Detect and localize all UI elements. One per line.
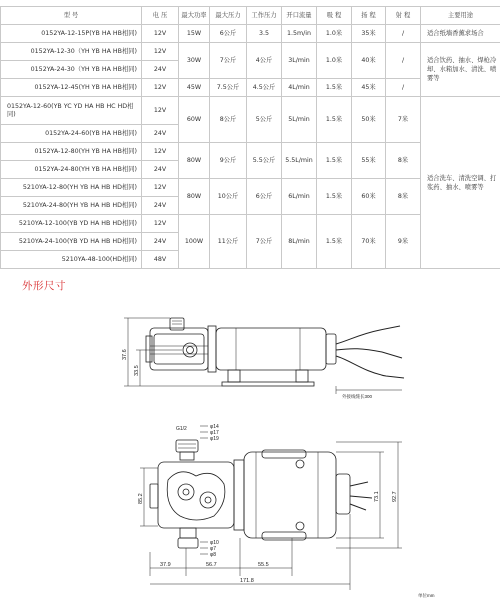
work-pressure-cell: 4公斤 — [247, 43, 282, 79]
voltage-cell: 12V — [142, 143, 179, 161]
dimension-drawing — [0, 290, 500, 604]
model-cell: 0152YA-12-15P(YB HA HB相同) — [1, 25, 142, 43]
voltage-cell: 12V — [142, 25, 179, 43]
power-cell: 45W — [179, 79, 210, 97]
voltage-cell: 24V — [142, 125, 179, 143]
suction-cell: 1.0米 — [317, 43, 352, 79]
suction-cell: 1.5米 — [317, 179, 352, 215]
max-pressure-cell: 11公斤 — [210, 215, 247, 269]
model-cell: 0152YA-12-45(YH YB HA HB相同) — [1, 79, 142, 97]
range-cell: 8米 — [386, 179, 421, 215]
col-voltage: 电 压 — [142, 7, 179, 25]
model-cell: 5210YA-12-80(YH YB HA HB HD相同) — [1, 179, 142, 197]
model-cell: 0152YA-24-80(YH YB HA HB相同) — [1, 161, 142, 179]
use-cell: 适合纸墙香薰求场合 — [421, 25, 500, 43]
voltage-cell: 24V — [142, 61, 179, 79]
table-row — [1, 43, 500, 61]
spec-table — [0, 6, 500, 269]
phi19-label: φ19 — [210, 436, 219, 442]
range-cell: 7米 — [386, 97, 421, 143]
total-length-label: 171.8 — [240, 578, 254, 584]
d3-label: 55.5 — [258, 562, 269, 568]
table-row — [1, 97, 500, 125]
model-cell: 0152YA-12-60(YB YC YD HA HB HC HD相同) — [1, 97, 142, 125]
work-pressure-cell: 3.5 — [247, 25, 282, 43]
d2-label: 56.7 — [206, 562, 217, 568]
right-inner-label: 73.1 — [374, 491, 380, 502]
head-cell: 35米 — [352, 25, 386, 43]
voltage-cell: 12V — [142, 79, 179, 97]
voltage-cell: 12V — [142, 215, 179, 233]
unit-note: 单位mm — [418, 593, 435, 598]
work-pressure-cell: 4.5公斤 — [247, 79, 282, 97]
model-cell: 5210YA-24-80(YH YB HA HB HD相同) — [1, 197, 142, 215]
range-cell: / — [386, 79, 421, 97]
use-cell: 适合饮药、抽水、焊枪冷却、水箱加水、清洗、喷雾等 — [421, 43, 500, 97]
flow-cell: 5L/min — [282, 97, 317, 143]
pump-top-view — [150, 440, 372, 548]
voltage-cell: 12V — [142, 179, 179, 197]
side-axis-label: 33.5 — [134, 365, 140, 376]
flow-cell: 1.5m/in — [282, 25, 317, 43]
head-cell: 70米 — [352, 215, 386, 269]
side-height-label: 37.6 — [122, 349, 128, 360]
pump-side-view — [146, 318, 404, 386]
head-cell: 40米 — [352, 43, 386, 79]
max-pressure-cell: 7.5公斤 — [210, 79, 247, 97]
flow-cell: 3L/min — [282, 43, 317, 79]
wire-length-label: 外接线缝长300 — [342, 394, 373, 399]
col-head: 扬 程 — [352, 7, 386, 25]
head-cell: 45米 — [352, 79, 386, 97]
max-pressure-cell: 6公斤 — [210, 25, 247, 43]
work-pressure-cell: 5公斤 — [247, 97, 282, 143]
model-cell: 5210YA-48-100(HD相同) — [1, 251, 142, 269]
work-pressure-cell: 6公斤 — [247, 179, 282, 215]
model-cell: 0152YA-24-60(YB HA HB相同) — [1, 125, 142, 143]
work-pressure-cell: 5.5公斤 — [247, 143, 282, 179]
flow-cell: 6L/min — [282, 179, 317, 215]
power-cell: 80W — [179, 143, 210, 179]
col-use: 主要用途 — [421, 7, 500, 25]
side-dimension-lines — [124, 318, 402, 394]
model-cell: 5210YA-12-100(YB YD HA HB HD相同) — [1, 215, 142, 233]
flow-cell: 5.5L/min — [282, 143, 317, 179]
max-pressure-cell: 7公斤 — [210, 43, 247, 79]
suction-cell: 1.5米 — [317, 79, 352, 97]
voltage-cell: 24V — [142, 197, 179, 215]
phi14-top-label: φ14 — [210, 424, 219, 430]
phi7-label: φ7 — [210, 546, 217, 552]
flow-cell: 4L/min — [282, 79, 317, 97]
range-cell: 8米 — [386, 143, 421, 179]
voltage-cell: 24V — [142, 161, 179, 179]
suction-cell: 1.5米 — [317, 215, 352, 269]
range-cell: 9米 — [386, 215, 421, 269]
phi10-label: φ10 — [210, 540, 219, 546]
power-cell: 30W — [179, 43, 210, 79]
suction-cell: 1.5米 — [317, 143, 352, 179]
col-max-pressure: 最大压力 — [210, 7, 247, 25]
voltage-cell: 24V — [142, 233, 179, 251]
voltage-cell: 12V — [142, 43, 179, 61]
col-power: 最大功率 — [179, 7, 210, 25]
power-cell: 60W — [179, 97, 210, 143]
voltage-cell: 48V — [142, 251, 179, 269]
model-cell: 0152YA-12-80(YH YB HA HB相同) — [1, 143, 142, 161]
col-flow: 开口流量 — [282, 7, 317, 25]
section-title: 外形尺寸 — [22, 280, 66, 292]
col-suction: 吸 程 — [317, 7, 352, 25]
model-cell: 5210YA-24-100(YB YD HA HB HD相同) — [1, 233, 142, 251]
range-cell: / — [386, 43, 421, 79]
suction-cell: 1.5米 — [317, 97, 352, 143]
top-dimension-lines — [140, 426, 402, 590]
g12-label: G1/2 — [176, 426, 187, 432]
col-model: 型 号 — [1, 7, 142, 25]
voltage-cell: 12V — [142, 97, 179, 125]
suction-cell: 1.0米 — [317, 25, 352, 43]
col-work-pressure: 工作压力 — [247, 7, 282, 25]
col-range: 射 程 — [386, 7, 421, 25]
phi17-label: φ17 — [210, 430, 219, 436]
max-pressure-cell: 9公斤 — [210, 143, 247, 179]
power-cell: 80W — [179, 179, 210, 215]
right-outer-label: 92.7 — [392, 491, 398, 502]
range-cell: / — [386, 25, 421, 43]
flow-cell: 8L/min — [282, 215, 317, 269]
header-row — [1, 7, 500, 25]
max-pressure-cell: 10公斤 — [210, 179, 247, 215]
power-cell: 100W — [179, 215, 210, 269]
phi8-label: φ8 — [210, 552, 217, 558]
model-cell: 0152YA-24-30（YH YB HA HB相同) — [1, 61, 142, 79]
head-cell: 50米 — [352, 97, 386, 143]
power-cell: 15W — [179, 25, 210, 43]
work-pressure-cell: 7公斤 — [247, 215, 282, 269]
max-pressure-cell: 8公斤 — [210, 97, 247, 143]
head-cell: 55米 — [352, 143, 386, 179]
d1-label: 37.9 — [160, 562, 171, 568]
table-row — [1, 25, 500, 43]
head-cell: 60米 — [352, 179, 386, 215]
use-cell: 适合洗车、清洗空调、打浆药、抽水、喷雾等 — [421, 97, 500, 269]
left-height-label: 85.2 — [138, 493, 144, 504]
model-cell: 0152YA-12-30（YH YB HA HB相同) — [1, 43, 142, 61]
